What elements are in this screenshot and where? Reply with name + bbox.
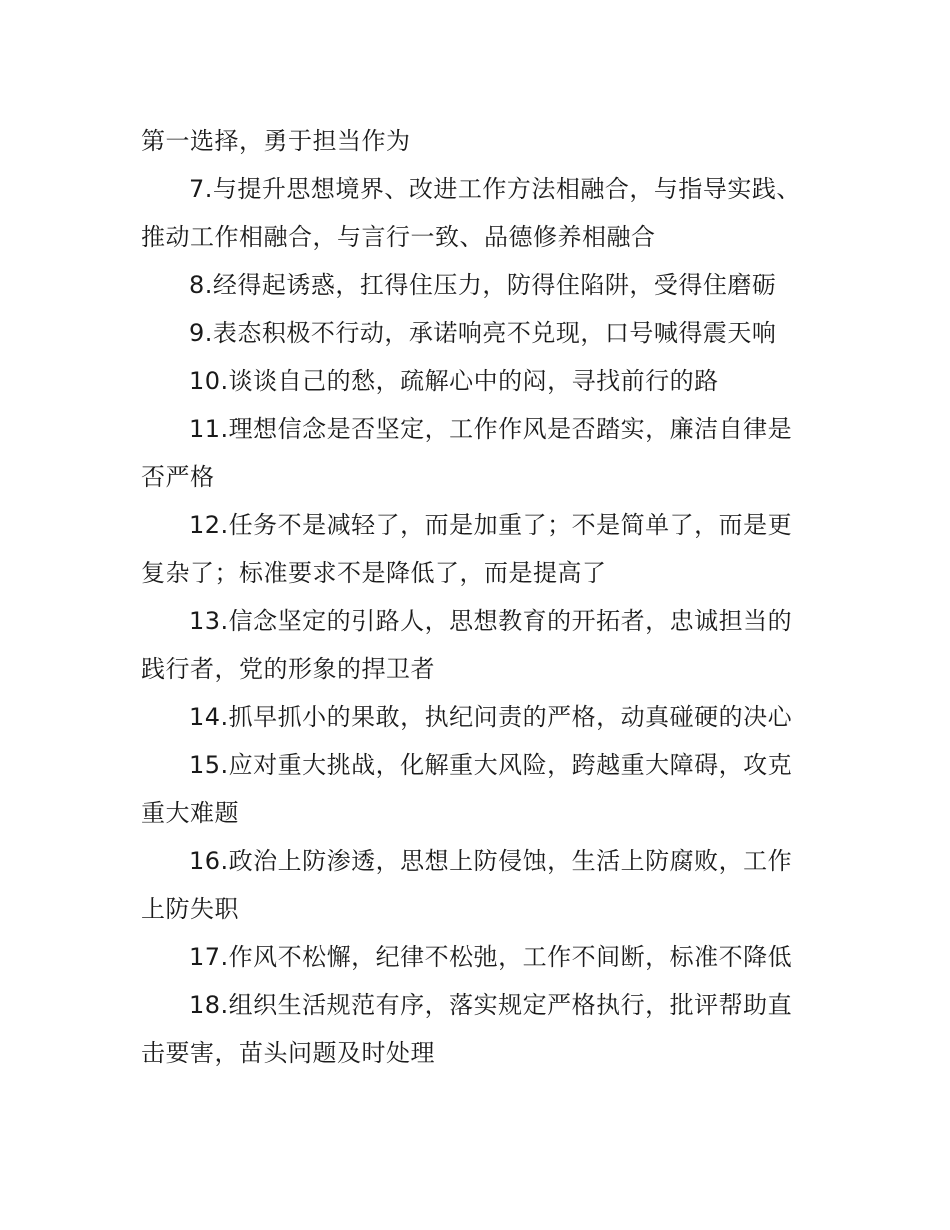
paragraph-item-15: 15.应对重大挑战，化解重大风险，跨越重大障碍，攻克重大难题	[141, 751, 793, 827]
paragraph-item-17: 17.作风不松懈，纪律不松弛，工作不间断，标准不降低	[189, 943, 793, 971]
paragraph-item-7: 7.与提升思想境界、改进工作方法相融合，与指导实践、推动工作相融合，与言行一致、品德修养相融合	[141, 175, 801, 251]
paragraph-continuation: 第一选择，勇于担当作为	[141, 127, 411, 155]
document-body	[141, 117, 813, 1077]
paragraph-item-18: 18.组织生活规范有序，落实规定严格执行，批评帮助直击要害，苗头问题及时处理	[141, 991, 793, 1067]
paragraph-item-8: 8.经得起诱惑，扛得住压力，防得住陷阱，受得住磨砺	[189, 271, 777, 299]
paragraph-item-12: 12.任务不是减轻了，而是加重了；不是简单了，而是更复杂了；标准要求不是降低了，而是提高了	[141, 511, 793, 587]
paragraph-item-13: 13.信念坚定的引路人，思想教育的开拓者，忠诚担当的践行者，党的形象的捍卫者	[141, 607, 793, 683]
paragraph-item-9: 9.表态积极不行动，承诺响亮不兑现，口号喊得震天响	[189, 319, 777, 347]
paragraph-item-14: 14.抓早抓小的果敢，执纪问责的严格，动真碰硬的决心	[189, 703, 793, 731]
paragraph-item-10: 10.谈谈自己的愁，疏解心中的闷，寻找前行的路	[189, 367, 719, 395]
paragraph-item-11: 11.理想信念是否坚定，工作作风是否踏实，廉洁自律是否严格	[141, 415, 793, 491]
paragraph-item-16: 16.政治上防渗透，思想上防侵蚀，生活上防腐败，工作上防失职	[141, 847, 793, 923]
